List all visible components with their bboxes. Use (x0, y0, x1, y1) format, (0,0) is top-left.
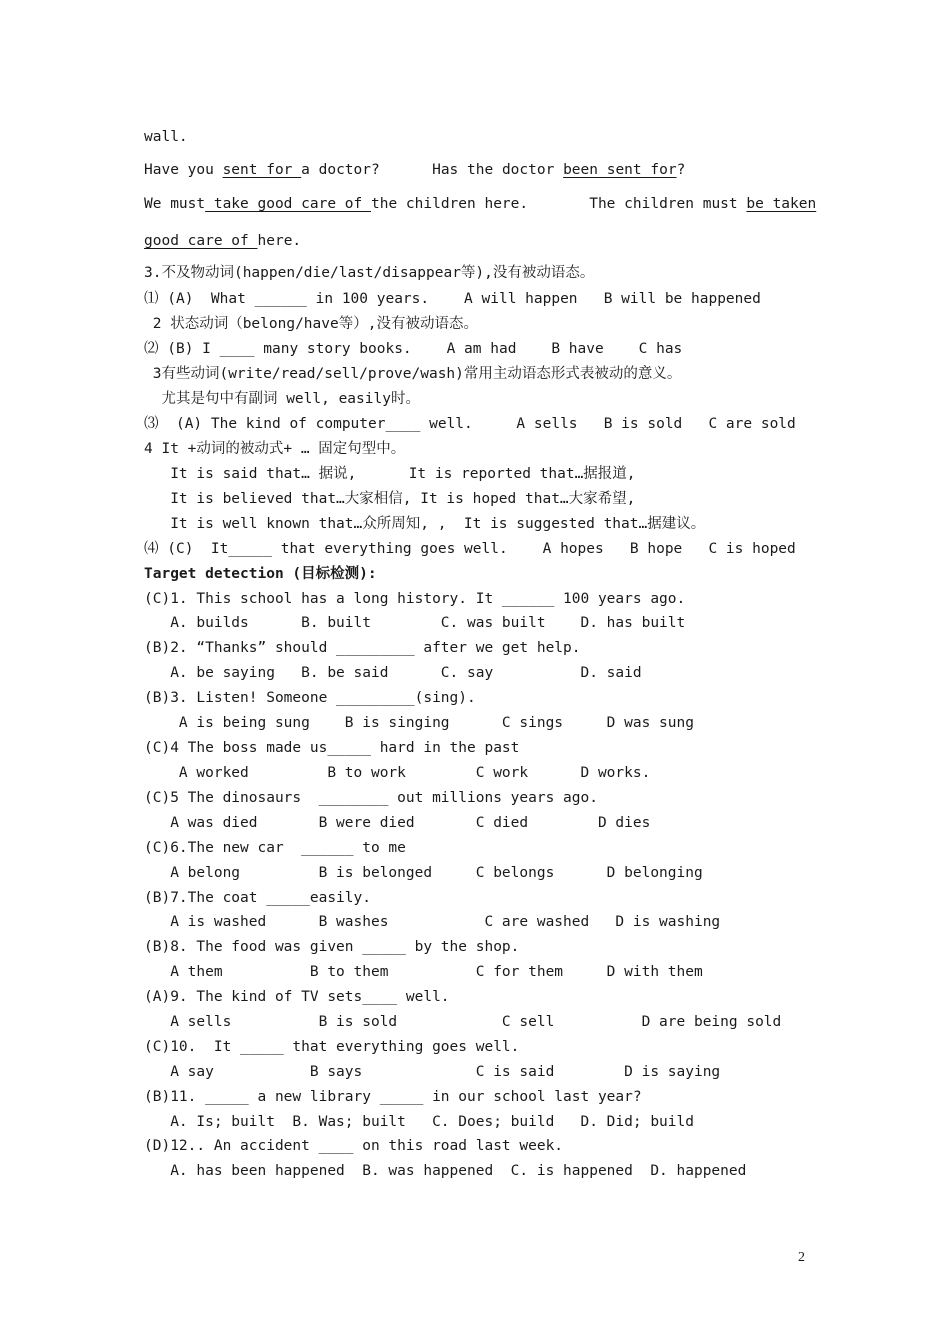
text-line (144, 714, 694, 732)
text-run: Target detection (目标检测): (144, 566, 377, 582)
text-line (144, 988, 450, 1006)
text-line (144, 290, 761, 308)
underlined-phrase: be taken (746, 196, 817, 212)
page-number: 2 (798, 1250, 805, 1265)
text-line (144, 128, 188, 146)
text-run: 尤其是句中有副词 well, easily时。 (144, 391, 420, 407)
text-line (144, 1113, 694, 1131)
text-run: It is well known that…众所周知, , It is suggested that…据建议。 (144, 516, 706, 532)
underlined-phrase: been sent for (563, 162, 677, 178)
text-run: A sells B is sold C sell D are being sold (144, 1014, 782, 1030)
text-line (144, 639, 581, 657)
text-run: It is said that… 据说, It is reported that…据报道, (144, 466, 636, 482)
text-line (144, 340, 682, 358)
text-run: A. be saying B. be said C. say D. said (144, 665, 642, 681)
text-run: A is washed B washes C are washed D is washing (144, 914, 721, 930)
text-line (144, 390, 420, 408)
text-line (144, 913, 720, 931)
text-run: Have you (144, 162, 223, 178)
text-run: a doctor? Has the doctor (301, 162, 564, 178)
text-line (144, 938, 519, 956)
text-run: (B)7.The coat _____easily. (144, 890, 371, 906)
text-line (144, 864, 703, 882)
text-run: (B)8. The food was given _____ by the shop. (144, 939, 520, 955)
text-run: wall. (144, 129, 188, 145)
text-run: (B)2. “Thanks” should _________ after we get help. (144, 640, 581, 656)
text-run: A was died B were died C died D dies (144, 815, 651, 831)
text-run: (B)11. _____ a new library _____ in our school last year? (144, 1089, 642, 1105)
text-run: A belong B is belonged C belongs D belonging (144, 865, 703, 881)
text-run: A say B says C is said D is saying (144, 1064, 721, 1080)
text-run: ? (676, 162, 686, 178)
text-run: (C)5 The dinosaurs ________ out millions years ago. (144, 790, 598, 806)
underlined-phrase: sent for (222, 162, 302, 178)
text-line (144, 1088, 642, 1106)
text-line (144, 161, 685, 179)
text-run: ⑵ (B) I ____ many story books. A am had B have C has (144, 341, 683, 357)
text-run: 4 It +动词的被动式+ … 固定句型中。 (144, 441, 406, 457)
text-line (144, 540, 796, 558)
text-line (144, 1063, 720, 1081)
text-line (144, 415, 796, 433)
text-run: A worked B to work C work D works. (144, 765, 651, 781)
text-run: A. builds B. built C. was built D. has built (144, 615, 686, 631)
text-line (144, 590, 685, 608)
text-run: (A)9. The kind of TV sets____ well. (144, 989, 450, 1005)
text-run: (C)10. It _____ that everything goes well. (144, 1039, 520, 1055)
text-run: the children here. The children must (370, 196, 747, 212)
text-run: ⑶ (A) The kind of computer____ well. A sells B is sold C are sold (144, 416, 796, 432)
text-run: A is being sung B is singing C sings D was sung (144, 715, 694, 731)
text-line (144, 232, 301, 250)
text-line (144, 565, 377, 583)
text-line (144, 614, 685, 632)
text-run: here. (257, 233, 302, 249)
text-line (144, 1038, 519, 1056)
text-run: We must (144, 196, 206, 212)
text-run: A. Is; built B. Was; built C. Does; build D. Did; build (144, 1114, 694, 1130)
text-line (144, 315, 478, 333)
text-run: A. has been happened B. was happened C. is happened D. happened (144, 1163, 747, 1179)
text-run: (C)4 The boss made us_____ hard in the past (144, 740, 520, 756)
text-run: (C)1. This school has a long history. It ______ 100 years ago. (144, 591, 686, 607)
text-line (144, 195, 816, 213)
underlined-phrase: good care of (144, 233, 258, 249)
text-line (144, 1013, 781, 1031)
text-run: 2 状态动词（belong/have等）,没有被动语态。 (144, 316, 478, 332)
text-line (144, 739, 519, 757)
text-run: (B)3. Listen! Someone _________(sing). (144, 690, 476, 706)
text-run: 3.不及物动词(happen/die/last/disappear等),没有被动语态。 (144, 265, 595, 281)
text-line (144, 1162, 746, 1180)
text-line (144, 490, 635, 508)
text-line (144, 1137, 563, 1155)
text-line (144, 515, 705, 533)
underlined-phrase: take good care of (205, 196, 371, 212)
text-line (144, 839, 406, 857)
text-run: (D)12.. An accident ____ on this road last week. (144, 1138, 564, 1154)
text-run: ⑷ (C) It_____ that everything goes well. A hopes B hope C is hoped (144, 541, 796, 557)
text-line (144, 664, 642, 682)
text-run: ⑴ (A) What ______ in 100 years. A will happen B will be happened (144, 291, 761, 307)
text-line (144, 963, 703, 981)
text-line (144, 689, 476, 707)
text-line (144, 264, 594, 282)
text-line (144, 889, 371, 907)
text-line (144, 814, 650, 832)
text-run: A them B to them C for them D with them (144, 964, 703, 980)
text-run: 3有些动词(write/read/sell/prove/wash)常用主动语态形式表被动的意义。 (144, 366, 682, 382)
text-line (144, 440, 405, 458)
text-line (144, 365, 681, 383)
text-run: It is believed that…大家相信, It is hoped that…大家希望, (144, 491, 636, 507)
text-line (144, 465, 636, 483)
text-line (144, 789, 598, 807)
text-run: (C)6.The new car ______ to me (144, 840, 406, 856)
text-line (144, 764, 650, 782)
